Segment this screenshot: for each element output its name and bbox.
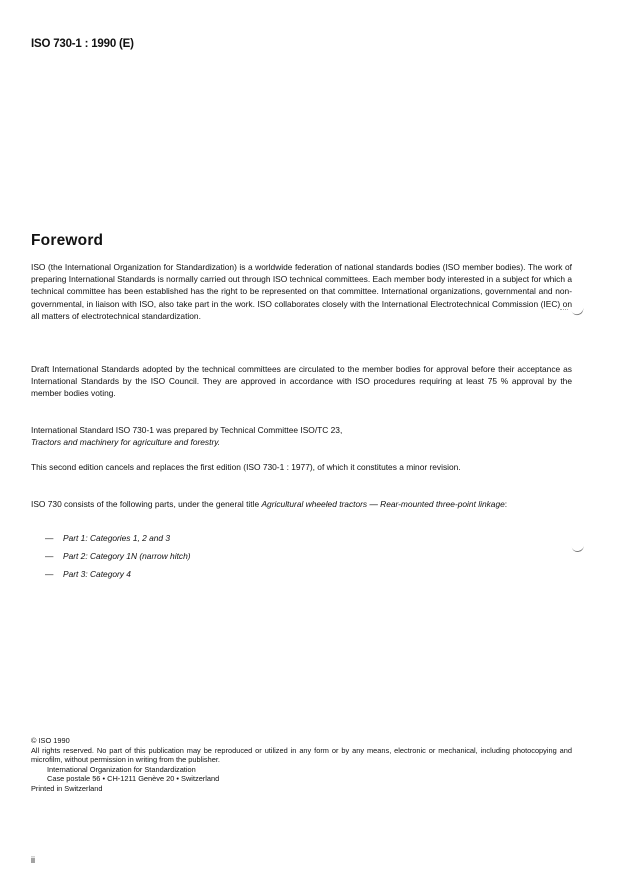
list-dash: — [45, 551, 54, 561]
printed-in: Printed in Switzerland [31, 783, 103, 793]
rights-statement: All rights reserved. No part of this publication may be reproduced or utilized in any form or by any means, electronic or mechanical, including photocopying and microfilm, without permission in writing from the publisher. [31, 745, 572, 765]
parts-list [31, 532, 191, 586]
part-label: Part 1: Categories 1, 2 and 3 [63, 533, 171, 543]
foreword-paragraph-2: Draft International Standards adopted by the technical committees are circulated to the member bodies for approval before their acceptance as International Standards by the ISO Council. They are approved in accordance with ISO procedures requiring at least 75 % approval by the member bodies voting. [31, 364, 572, 399]
copyright-line: © ISO 1990 [31, 736, 70, 745]
scan-dot-mark [560, 309, 568, 311]
list-item [31, 568, 191, 586]
foreword-paragraph-3 [31, 424, 572, 448]
committee-title: Tractors and machinery for agriculture and forestry. [31, 437, 221, 448]
foreword-paragraph-1: ISO (the International Organization for Standardization) is a worldwide federation of national standards bodies (ISO member bodies). The work of preparing International Standards is normally carried out through ISO technical committees. Each member body interested in a subject for which a technical committee has been established has the right to be represented on that committee. International organizations, governmental and non-governmental, in liaison with ISO, also take part in the work. ISO collaborates closely with the International Electrotechnical Commission (IEC) on all matters of electrotechnical standardization. [31, 262, 572, 321]
list-dash: — [45, 533, 54, 543]
organization-name: International Organization for Standardization [47, 764, 196, 774]
document-header: ISO 730-1 : 1990 (E) [31, 38, 134, 50]
page-number: ii [31, 855, 35, 865]
scan-mark-upper [571, 306, 585, 316]
foreword-paragraph-4: This second edition cancels and replaces the first edition (ISO 730-1 : 1977), of which it constitutes a minor revision. [31, 462, 461, 472]
list-item [31, 550, 191, 568]
organization-address: Case postale 56 • CH-1211 Genève 20 • Switzerland [47, 774, 220, 784]
scan-mark-lower [572, 544, 585, 553]
paragraph-5-text: ISO 730 consists of the following parts, under the general title [31, 499, 260, 509]
part-label: Part 2: Category 1N (narrow hitch) [63, 551, 191, 561]
paragraph-5-end: : [504, 499, 508, 509]
general-title: Agricultural wheeled tractors — Rear-mounted three-point linkage [261, 499, 505, 509]
paragraph-3-text: International Standard ISO 730-1 was prepared by Technical Committee ISO/TC 23, [31, 425, 343, 435]
list-item [31, 532, 191, 550]
foreword-heading: Foreword [31, 232, 104, 249]
part-label: Part 3: Category 4 [63, 569, 131, 579]
copyright-block [31, 736, 572, 794]
foreword-paragraph-5 [31, 498, 572, 510]
list-dash: — [45, 569, 54, 579]
